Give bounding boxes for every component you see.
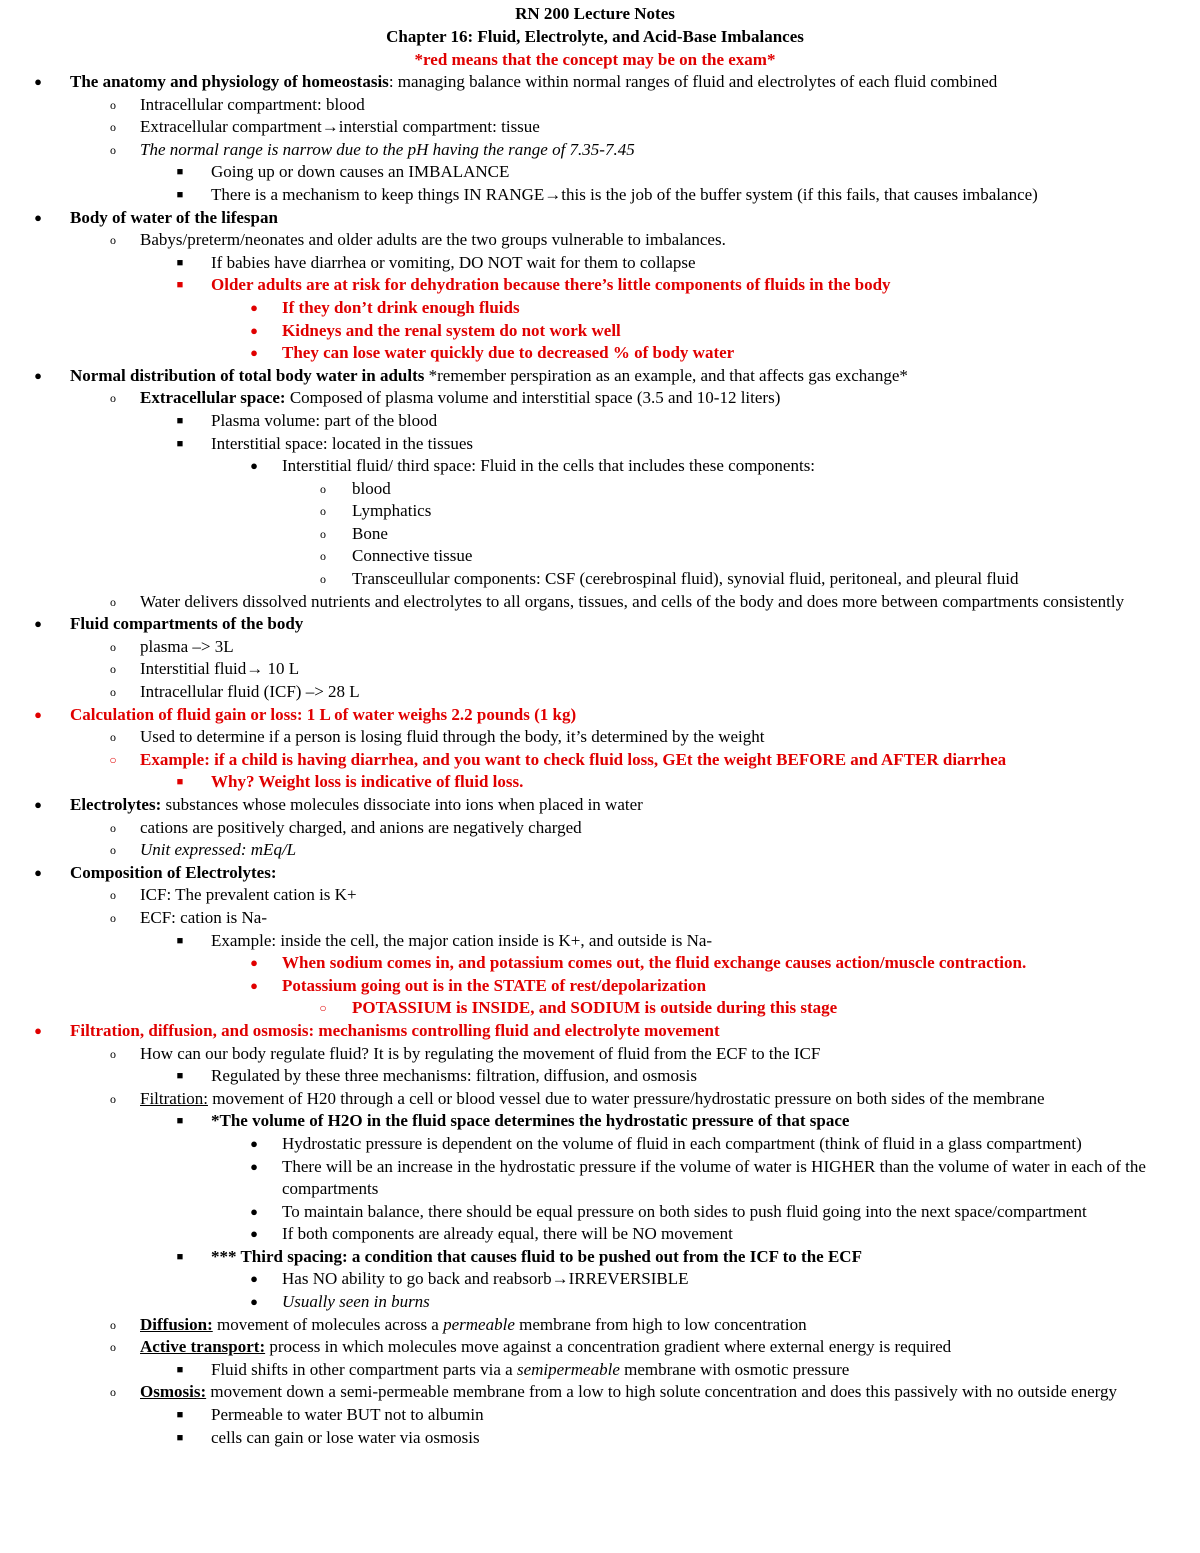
hollow-circle-bullet-icon: o <box>110 1091 116 1106</box>
note-text: Hydrostatic pressure is dependent on the volume of fluid in each compartment (think of fluid in a glass compartment) <box>282 1133 1082 1153</box>
note-text: plasma –> 3L <box>140 636 234 656</box>
note-line <box>0 478 1190 501</box>
note-line <box>0 365 1190 388</box>
note-line <box>0 907 1190 930</box>
hollow-circle-bullet-icon: o <box>110 662 116 677</box>
hollow-circle-bullet-icon: o <box>110 730 116 745</box>
note-line <box>0 726 1190 749</box>
note-line <box>0 749 1190 772</box>
note-line <box>0 207 1190 230</box>
note-line <box>0 500 1190 523</box>
filled-circle-bullet-icon: ● <box>250 1294 258 1310</box>
filled-circle-bullet-icon: ● <box>250 1226 258 1242</box>
note-text: Fluid compartments of the body <box>70 614 304 634</box>
filled-circle-bullet-icon: ● <box>34 74 42 89</box>
note-line <box>0 545 1190 568</box>
note-text: Lymphatics <box>352 501 432 521</box>
square-bullet-icon: ■ <box>176 1115 184 1128</box>
note-text: Extracellular space: <box>140 388 286 408</box>
note-text: permeable <box>443 1314 515 1334</box>
exam-note: *red means that the concept may be on the exam* <box>414 50 776 69</box>
note-line <box>0 297 1190 320</box>
note-text: Babys/preterm/neonates and older adults are the two groups vulnerable to imbalances. <box>140 230 726 250</box>
hollow-circle-bullet-icon: o <box>110 233 116 248</box>
note-line <box>0 1427 1190 1450</box>
note-line <box>0 523 1190 546</box>
chapter-title: Chapter 16: Fluid, Electrolyte, and Acid-Base Imbalances <box>386 27 804 46</box>
filled-circle-bullet-icon: ● <box>34 797 42 812</box>
hollow-circle-bullet-icon: o <box>110 843 116 858</box>
note-text: When sodium comes in, and potassium comes out, the fluid exchange causes action/muscle contraction. <box>282 953 1027 973</box>
note-line <box>0 1043 1190 1066</box>
note-line <box>0 387 1190 410</box>
square-bullet-icon: ■ <box>176 1409 184 1422</box>
square-bullet-icon: ■ <box>176 166 184 179</box>
hollow-circle-bullet-icon: o <box>110 594 116 609</box>
note-text: process in which molecules move against a concentration gradient where external energy is required <box>265 1337 952 1357</box>
note-line <box>0 433 1190 456</box>
note-line <box>0 658 1190 681</box>
note-line <box>0 794 1190 817</box>
note-text: Regulated by these three mechanisms: filtration, diffusion, and osmosis <box>211 1066 697 1086</box>
note-line <box>0 930 1190 953</box>
note-line <box>0 410 1190 433</box>
note-text: movement of H20 through a cell or blood vessel due to water pressure/hydrostatic pressure on both sides of the membrane <box>208 1088 1045 1108</box>
hollow-circle-bullet-icon: o <box>320 549 326 564</box>
note-text: They can lose water quickly due to decreased % of body water <box>282 343 735 363</box>
note-text: Composition of Electrolytes: <box>70 862 277 882</box>
note-line <box>0 1381 1190 1404</box>
note-line <box>0 952 1190 975</box>
hollow-circle-bullet-icon: o <box>110 1385 116 1400</box>
note-text: movement of molecules across a <box>212 1314 444 1334</box>
note-text: Intracellular fluid (ICF) –> 28 L <box>140 682 360 702</box>
note-text: Filtration: <box>140 1088 208 1108</box>
note-line <box>0 1291 1190 1314</box>
note-text: ECF: cation is Na- <box>140 907 268 927</box>
note-text: Interstitial fluid/ third space: Fluid in the cells that includes these components: <box>282 456 816 476</box>
note-text: Body of water of the lifespan <box>70 207 278 227</box>
note-text: *** Third spacing: a condition that causes fluid to be pushed out from the ICF to the ECF <box>211 1246 862 1266</box>
note-text: Calculation of fluid gain or loss: 1 L of water weighs 2.2 pounds (1 kg) <box>70 704 577 724</box>
note-line <box>0 1314 1190 1337</box>
filled-circle-bullet-icon: ● <box>34 706 42 722</box>
note-line <box>0 771 1190 794</box>
note-line <box>0 1020 1190 1043</box>
note-text: Older adults are at risk for dehydration because there’s little components of fluids in the body <box>211 275 891 295</box>
note-text: Why? Weight loss is indicative of fluid loss. <box>211 772 524 792</box>
note-text: Plasma volume: part of the blood <box>211 410 438 430</box>
note-line <box>0 274 1190 297</box>
note-text: If both components are already equal, there will be NO movement <box>282 1224 733 1244</box>
note-text: : managing balance within normal ranges of fluid and electrolytes of each fluid combined <box>388 72 998 91</box>
note-line <box>0 884 1190 907</box>
note-text: Interstitial space: located in the tissues <box>211 433 474 453</box>
note-text: Bone <box>352 523 388 543</box>
filled-circle-bullet-icon: ● <box>250 322 258 338</box>
note-text: substances whose molecules dissociate into ions when placed in water <box>161 795 643 814</box>
hollow-circle-bullet-icon: ○ <box>319 1001 327 1016</box>
square-bullet-icon: ■ <box>176 256 184 269</box>
note-text: The normal range is narrow due to the pH having the range of 7.35-7.45 <box>140 139 635 159</box>
note-text: Diffusion: <box>140 1314 213 1334</box>
note-text: cations are positively charged, and anions are negatively charged <box>140 817 582 837</box>
filled-circle-bullet-icon: ● <box>250 977 258 993</box>
note-line <box>0 184 1190 207</box>
hollow-circle-bullet-icon: o <box>320 504 326 519</box>
note-text: If they don’t drink enough fluids <box>282 297 520 317</box>
note-line <box>0 681 1190 704</box>
square-bullet-icon: ■ <box>176 1363 184 1376</box>
note-text: *remember perspiration as an example, and that affects gas exchange* <box>424 365 908 385</box>
note-text: How can our body regulate fluid? It is by regulating the movement of fluid from the ECF to the ICF <box>140 1043 821 1063</box>
note-text: Fluid shifts in other compartment parts via a <box>211 1359 517 1379</box>
filled-circle-bullet-icon: ● <box>250 955 258 971</box>
note-text: Connective tissue <box>352 546 473 566</box>
filled-circle-bullet-icon: ● <box>34 367 42 383</box>
note-line <box>0 1133 1190 1156</box>
note-line <box>0 1336 1190 1359</box>
hollow-circle-bullet-icon: o <box>110 820 116 835</box>
hollow-circle-bullet-icon: o <box>110 1340 116 1355</box>
hollow-circle-bullet-icon: o <box>110 685 116 700</box>
note-text: Interstitial fluid→ 10 L <box>140 659 300 679</box>
note-line <box>0 342 1190 365</box>
note-text: POTASSIUM is INSIDE, and SODIUM is outside during this stage <box>352 998 838 1018</box>
hollow-circle-bullet-icon: o <box>320 481 326 496</box>
note-text: membrane with osmotic pressure <box>619 1359 850 1379</box>
note-line <box>0 1246 1190 1269</box>
hollow-circle-bullet-icon: ○ <box>109 752 117 767</box>
note-text: Usually seen in burns <box>282 1292 430 1312</box>
square-bullet-icon: ■ <box>176 414 184 427</box>
square-bullet-icon: ■ <box>176 279 184 292</box>
note-text: Active transport: <box>140 1337 266 1357</box>
note-text: Electrolytes: <box>70 795 162 814</box>
note-line <box>0 613 1190 636</box>
filled-circle-bullet-icon: ● <box>250 458 258 474</box>
note-line <box>0 568 1190 591</box>
hollow-circle-bullet-icon: o <box>110 1317 116 1332</box>
note-text: Extracellular compartment→interstial compartment: tissue <box>140 117 540 137</box>
filled-circle-bullet-icon: ● <box>250 299 258 315</box>
square-bullet-icon: ■ <box>176 776 184 789</box>
hollow-circle-bullet-icon: o <box>110 1046 116 1061</box>
note-text: Transceullular components: CSF (cerebrospinal fluid), synovial fluid, peritoneal, and pleural fluid <box>352 569 1019 589</box>
note-text: Unit expressed: mEq/L <box>140 840 297 860</box>
note-line <box>0 839 1190 862</box>
note-text: movement down a semi-permeable membrane from a low to high solute concentration and does this passively with no outside energy <box>206 1382 1117 1402</box>
notes-outline <box>0 71 1190 1449</box>
square-bullet-icon: ■ <box>176 934 184 947</box>
note-line <box>0 1088 1190 1111</box>
note-line <box>0 636 1190 659</box>
note-line <box>0 161 1190 184</box>
note-text: There is a mechanism to keep things IN RANGE→this is the job of the buffer system (if this fails, that causes imbalance) <box>211 184 1038 204</box>
note-line <box>0 1065 1190 1088</box>
filled-circle-bullet-icon: ● <box>34 1022 42 1038</box>
note-text: Has NO ability to go back and reabsorb→IRREVERSIBLE <box>282 1269 689 1289</box>
note-text: Used to determine if a person is losing fluid through the body, it’s determined by the weight <box>140 727 765 747</box>
hollow-circle-bullet-icon: o <box>110 639 116 654</box>
note-text: Kidneys and the renal system do not work well <box>282 320 621 340</box>
note-text: Filtration, diffusion, and osmosis: mechanisms controlling fluid and electrolyte movement <box>70 1020 720 1040</box>
filled-circle-bullet-icon: ● <box>34 616 42 632</box>
filled-circle-bullet-icon: ● <box>250 1203 258 1219</box>
hollow-circle-bullet-icon: o <box>320 572 326 587</box>
note-text: Osmosis: <box>140 1382 207 1402</box>
note-text: blood <box>352 478 391 498</box>
note-text: The anatomy and physiology of homeostasis <box>70 72 389 91</box>
note-line <box>0 591 1190 614</box>
note-line <box>0 94 1190 117</box>
filled-circle-bullet-icon: ● <box>34 864 42 880</box>
note-line <box>0 1201 1190 1224</box>
hollow-circle-bullet-icon: o <box>110 910 116 925</box>
note-line <box>0 71 1190 94</box>
note-line <box>0 1359 1190 1382</box>
note-text: membrane from high to low concentration <box>514 1314 807 1334</box>
note-text: There will be an increase in the hydrostatic pressure if the volume of water is HIGHER than the volume of water in each of the compartments <box>282 1156 1146 1199</box>
hollow-circle-bullet-icon: o <box>110 391 116 406</box>
hollow-circle-bullet-icon: o <box>110 142 116 157</box>
note-line <box>0 229 1190 252</box>
square-bullet-icon: ■ <box>176 1250 184 1263</box>
note-text: Potassium going out is in the STATE of rest/depolarization <box>282 975 707 995</box>
square-bullet-icon: ■ <box>176 437 184 450</box>
filled-circle-bullet-icon: ● <box>250 345 258 361</box>
note-text: Water delivers dissolved nutrients and electrolytes to all organs, tissues, and cells of the body and does more between compartments consistently <box>140 591 1125 611</box>
hollow-circle-bullet-icon: o <box>320 526 326 541</box>
note-text: cells can gain or lose water via osmosis <box>211 1427 480 1447</box>
filled-circle-bullet-icon: ● <box>34 209 42 225</box>
note-line <box>0 1156 1190 1201</box>
note-text: *The volume of H2O in the fluid space determines the hydrostatic pressure of that space <box>211 1111 850 1131</box>
hollow-circle-bullet-icon: o <box>110 888 116 903</box>
note-line <box>0 116 1190 139</box>
note-line <box>0 862 1190 885</box>
note-line <box>0 817 1190 840</box>
note-line <box>0 252 1190 275</box>
filled-circle-bullet-icon: ● <box>250 1158 258 1174</box>
note-text: Example: inside the cell, the major cation inside is K+, and outside is Na- <box>211 930 713 950</box>
note-line <box>0 455 1190 478</box>
note-line <box>0 997 1190 1020</box>
note-text: Going up or down causes an IMBALANCE <box>211 162 510 182</box>
note-line <box>0 1268 1190 1291</box>
hollow-circle-bullet-icon: o <box>110 97 116 112</box>
course-title: RN 200 Lecture Notes <box>515 4 675 23</box>
note-line <box>0 1110 1190 1133</box>
note-text: To maintain balance, there should be equal pressure on both sides to push fluid going into the next space/compartment <box>282 1201 1087 1221</box>
note-text: ICF: The prevalent cation is K+ <box>140 885 357 905</box>
note-text: Intracellular compartment: blood <box>140 94 365 114</box>
filled-circle-bullet-icon: ● <box>250 1135 258 1151</box>
note-line <box>0 704 1190 727</box>
note-text: Example: if a child is having diarrhea, and you want to check fluid loss, GEt the weight BEFORE and AFTER diarrhea <box>140 749 1007 769</box>
note-text: Normal distribution of total body water in adults <box>70 365 425 385</box>
document-header <box>0 2 1190 71</box>
square-bullet-icon: ■ <box>176 1070 184 1083</box>
note-line <box>0 1404 1190 1427</box>
note-line <box>0 975 1190 998</box>
filled-circle-bullet-icon: ● <box>250 1271 258 1287</box>
note-line <box>0 1223 1190 1246</box>
note-text: If babies have diarrhea or vomiting, DO NOT wait for them to collapse <box>211 252 696 272</box>
note-line <box>0 320 1190 343</box>
square-bullet-icon: ■ <box>176 188 184 201</box>
note-text: Composed of plasma volume and interstitial space (3.5 and 10-12 liters) <box>285 388 781 408</box>
note-text: Permeable to water BUT not to albumin <box>211 1405 484 1425</box>
square-bullet-icon: ■ <box>176 1431 184 1444</box>
note-line <box>0 139 1190 162</box>
hollow-circle-bullet-icon: o <box>110 120 116 135</box>
note-text: semipermeable <box>516 1359 620 1379</box>
